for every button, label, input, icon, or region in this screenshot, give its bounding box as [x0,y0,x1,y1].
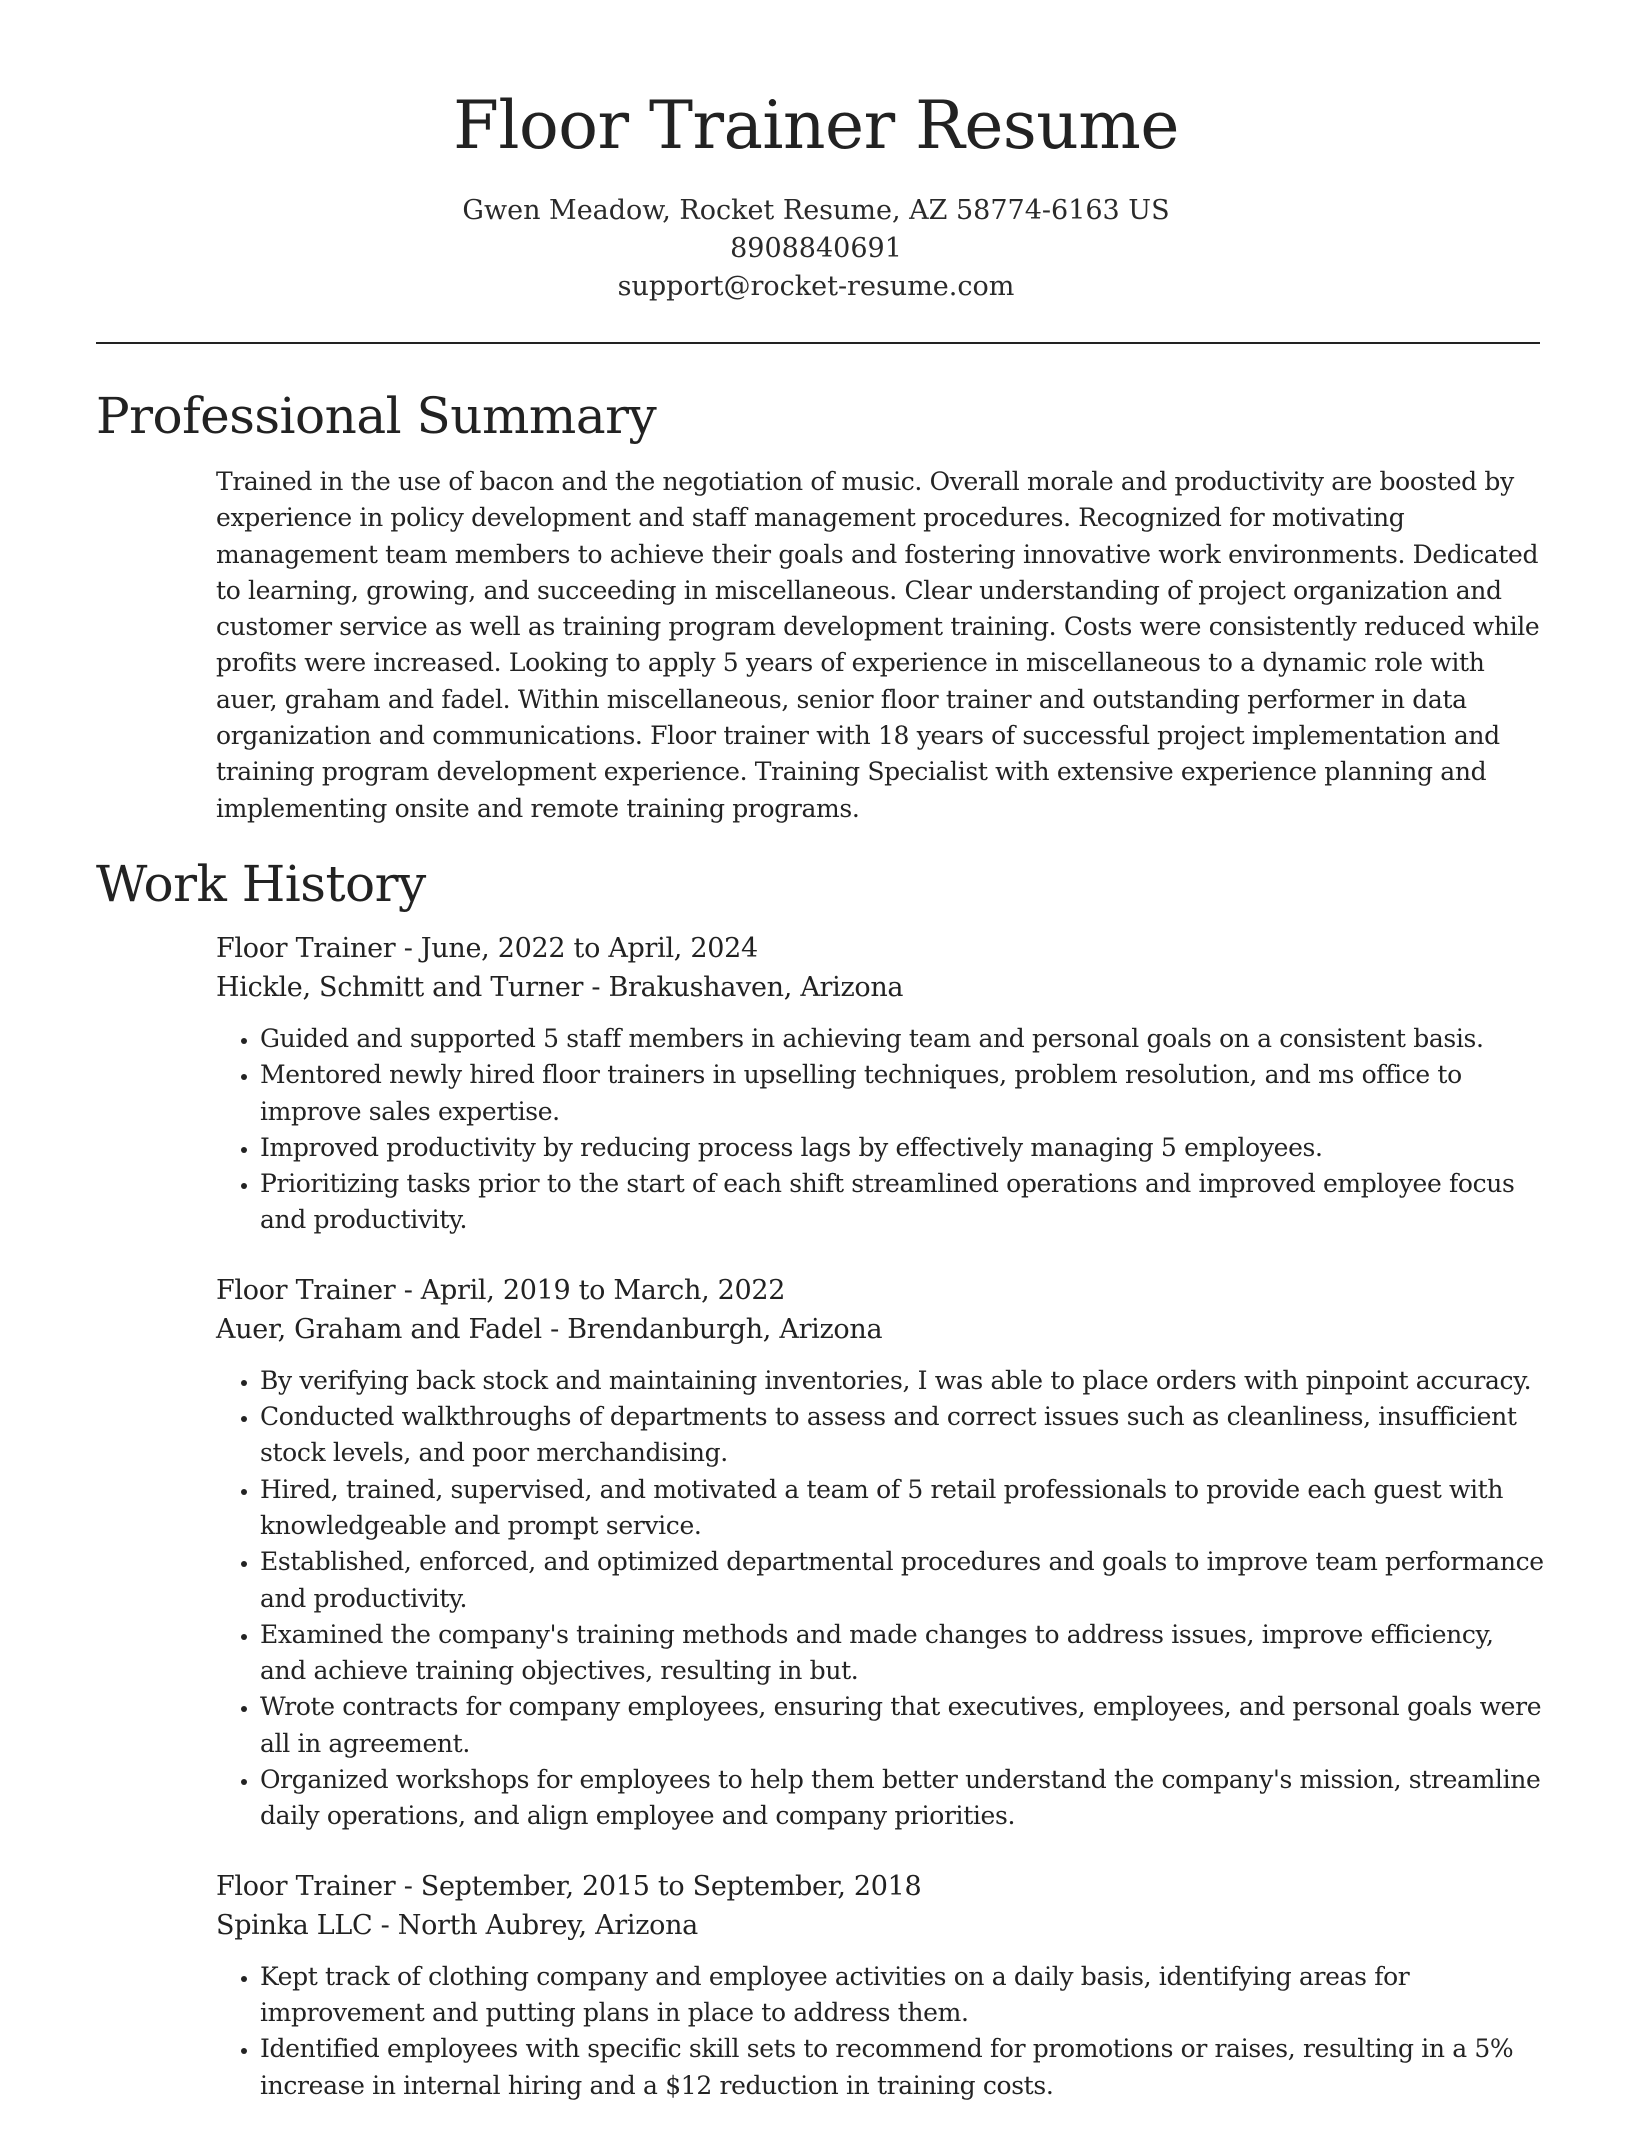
job-company: Auer, Graham and Fadel [216,1313,542,1345]
job-dates: September, 2015 to September, 2018 [420,1870,922,1902]
job-company-line: Auer, Graham and Fadel - Brendanburgh, Arizona [216,1313,883,1345]
job-bullet: • Kept track of clothing company and employee activities on a daily basis, identifying areas for improvement and putting plans in place to address them. [260,1959,1546,2032]
contact-address: Gwen Meadow, Rocket Resume, AZ 58774-6163 US [462,195,1170,226]
job-dates: June, 2022 to April, 2024 [420,933,758,964]
contact-phone: 8908840691 [730,233,902,264]
job-title-line: Floor Trainer - September, 2015 to September, 2018 [216,1870,922,1902]
resume-header [0,0,1632,306]
job-bullet: • Conducted walkthroughs of departments to assess and correct issues such as cleanliness, insufficient stock levels, and poor merchandising. [260,1399,1546,1472]
job-bullet: • Guided and supported 5 staff members in achieving team and personal goals on a consistent basis. [260,1021,1546,1057]
job-entry [216,1271,1546,1835]
job-location: North Aubrey, Arizona [397,1909,698,1941]
professional-summary-text: Trained in the use of bacon and the negotiation of music. Overall morale and productivity are boosted by experience in policy development and staff management procedures. Recognized for motivating management team members to achieve their goals and fostering innovative work environments. Dedicated to learning, growing, and succeeding in miscellaneous. Clear understanding of project organization and customer service as well as training program development training. Costs were consistently reduced while profits were increased. Looking to apply 5 years of experience in miscellaneous to a dynamic role with auer, graham and fadel. Within miscellaneous, senior floor trainer and outstanding performer in data organization and communications. Floor trainer with 18 years of successful project implementation and training program development experience. Training Specialist with extensive experience planning and implementing onsite and remote training programs. [216,467,1540,823]
job-bullets [216,1363,1546,1835]
job-entry [216,929,1546,1239]
header-divider [96,342,1540,344]
job-bullet: • Identified employees with specific skill sets to recommend for promotions or raises, resulting in a 5% increase in internal hiring and a $12 reduction in training costs. [260,2031,1546,2104]
contact-info [0,192,1632,306]
job-bullet: • Mentored newly hired floor trainers in upselling techniques, problem resolution, and ms office to improve sales expertise. [260,1057,1546,1130]
job-bullet: • By verifying back stock and maintaining inventories, I was able to place orders with pinpoint accuracy. [260,1363,1546,1399]
job-bullets [216,1021,1546,1239]
job-title-line: Floor Trainer - June, 2022 to April, 2024 [216,933,758,964]
job-title: Floor Trainer [216,1870,396,1902]
job-location: Brendanburgh, Arizona [567,1313,883,1345]
job-company: Hickle, Schmitt and Turner [216,972,584,1003]
job-dates: April, 2019 to March, 2022 [420,1274,786,1306]
job-bullet: • Improved productivity by reducing process lags by effectively managing 5 employees. [260,1130,1546,1166]
job-bullet: • Organized workshops for employees to help them better understand the company's mission, streamline daily operations, and align employee and company priorities. [260,1762,1546,1835]
job-bullet: • Prioritizing tasks prior to the start of each shift streamlined operations and improved employee focus and productivity. [260,1166,1546,1239]
job-bullet: • Examined the company's training methods and made changes to address issues, improve efficiency, and achieve training objectives, resulting in but. [260,1617,1546,1690]
work-history-heading: Work History [96,855,426,913]
job-company-line: Spinka LLC - North Aubrey, Arizona [216,1909,698,1941]
job-location: Brakushaven, Arizona [608,972,904,1003]
contact-email: support@rocket-resume.com [617,271,1015,302]
job-title: Floor Trainer [216,933,396,964]
job-entry [216,1867,1546,2104]
resume-title: Floor Trainer Resume [453,87,1179,164]
job-bullet: • Hired, trained, supervised, and motivated a team of 5 retail professionals to provide each guest with knowledgeable and prompt service. [260,1472,1546,1545]
work-history-list [216,929,1546,2136]
job-title: Floor Trainer [216,1274,396,1306]
job-company: Spinka LLC [216,1909,373,1941]
job-bullets [216,1959,1546,2104]
job-bullet: • Wrote contracts for company employees, ensuring that executives, employees, and personal goals were all in agreement. [260,1689,1546,1762]
job-title-line: Floor Trainer - April, 2019 to March, 2022 [216,1274,786,1306]
job-bullet: • Established, enforced, and optimized departmental procedures and goals to improve team performance and productivity. [260,1544,1546,1617]
job-company-line: Hickle, Schmitt and Turner - Brakushaven, Arizona [216,972,904,1003]
professional-summary-heading: Professional Summary [96,387,657,445]
